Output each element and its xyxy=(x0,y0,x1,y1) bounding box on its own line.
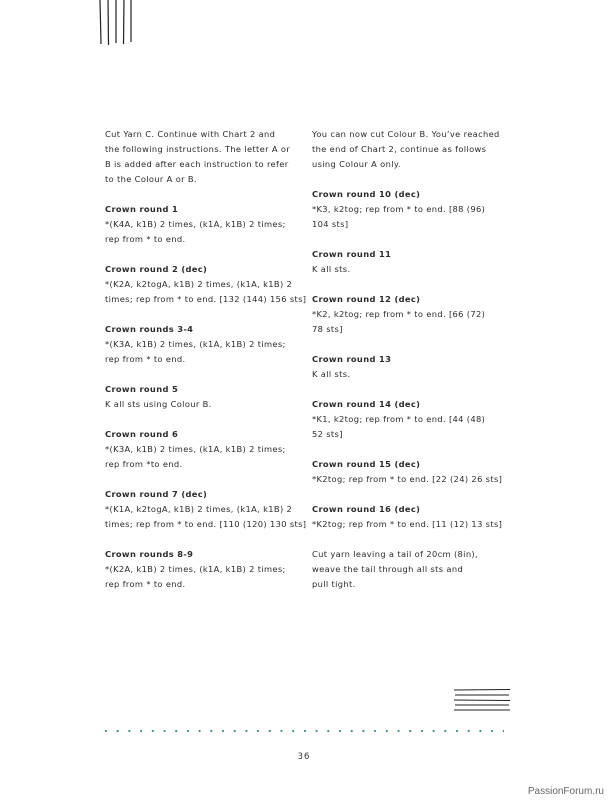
instruction-block xyxy=(312,187,504,232)
instruction-block xyxy=(105,262,307,307)
divider-dot xyxy=(128,730,130,732)
divider-dot xyxy=(152,730,154,732)
section-heading: Crown round 11 xyxy=(312,249,392,259)
instruction-block xyxy=(105,322,290,367)
instruction-block xyxy=(105,382,290,412)
divider-dot xyxy=(444,730,446,732)
instruction-text: weave the tail through all sts and xyxy=(312,564,464,574)
instruction-block xyxy=(312,127,504,172)
instruction-text: B is added after each instruction to refer xyxy=(105,159,289,169)
instruction-text: *K2tog; rep from * to end. [11 (12) 13 sts] xyxy=(312,519,503,529)
divider-dot xyxy=(163,730,165,732)
instruction-text: You can now cut Colour B. You’ve reached xyxy=(312,129,500,139)
divider-dot xyxy=(386,730,388,732)
divider-dot xyxy=(292,730,294,732)
instruction-text: *K1, k2tog; rep from * to end. [44 (48) xyxy=(312,414,486,424)
divider-dot xyxy=(245,730,247,732)
instruction-block xyxy=(105,547,290,592)
horizontal-lines-decoration xyxy=(454,688,510,712)
divider-dot xyxy=(421,730,423,732)
watermark: PassionForum.ru xyxy=(527,786,604,797)
divider-dot xyxy=(234,730,236,732)
divider-dot xyxy=(351,730,353,732)
section-heading: Crown round 6 xyxy=(105,429,179,439)
right-column xyxy=(312,127,504,607)
instruction-text: K all sts. xyxy=(312,264,351,274)
divider-dot xyxy=(210,730,212,732)
divider-dot xyxy=(479,730,481,732)
divider-dot xyxy=(397,730,399,732)
instruction-text: *K2, k2tog; rep from * to end. [66 (72) xyxy=(312,309,486,319)
instruction-text: rep from * to end. xyxy=(105,234,186,244)
instruction-text: Cut yarn leaving a tail of 20cm (8in), xyxy=(312,549,479,559)
instruction-text: *(K3A, k1B) 2 times, (k1A, k1B) 2 times; xyxy=(105,339,286,349)
instruction-text: rep from * to end. xyxy=(105,354,186,364)
instruction-text: times; rep from * to end. [110 (120) 130 sts] xyxy=(105,519,307,529)
instruction-block xyxy=(105,427,290,472)
instruction-text: *(K2A, k2togA, k1B) 2 times, (k1A, k1B) 2 xyxy=(105,279,293,289)
instruction-block xyxy=(105,487,307,532)
instruction-text: the end of Chart 2, continue as follows xyxy=(312,144,487,154)
divider-dot xyxy=(304,730,306,732)
divider-dot xyxy=(468,730,470,732)
instruction-text: 52 sts] xyxy=(312,429,343,439)
instruction-block xyxy=(312,457,504,487)
divider-dot xyxy=(433,730,435,732)
divider-dot xyxy=(491,730,493,732)
section-heading: Crown round 1 xyxy=(105,204,179,214)
section-heading: Crown round 14 (dec) xyxy=(312,399,421,409)
section-heading: Crown round 10 (dec) xyxy=(312,189,421,199)
divider-dot xyxy=(222,730,224,732)
instruction-text: Cut Yarn C. Continue with Chart 2 and xyxy=(105,129,276,139)
instruction-text: *(K1A, k2togA, k1B) 2 times, (k1A, k1B) 2 xyxy=(105,504,293,514)
divider-dot xyxy=(339,730,341,732)
divider-dot xyxy=(140,730,142,732)
instruction-text: *K3, k2tog; rep from * to end. [88 (96) xyxy=(312,204,486,214)
instruction-text: 104 sts] xyxy=(312,219,349,229)
instruction-text: pull tight. xyxy=(312,579,356,589)
dotted-divider xyxy=(104,729,504,733)
divider-dot xyxy=(269,730,271,732)
divider-dot xyxy=(117,730,119,732)
divider-dot xyxy=(409,730,411,732)
divider-dot xyxy=(175,730,177,732)
divider-dot xyxy=(327,730,329,732)
section-heading: Crown round 2 (dec) xyxy=(105,264,208,274)
instruction-text: rep from *to end. xyxy=(105,459,183,469)
instruction-block xyxy=(312,352,504,382)
section-heading: Crown round 13 xyxy=(312,354,392,364)
instruction-text: *(K4A, k1B) 2 times, (k1A, k1B) 2 times; xyxy=(105,219,286,229)
instruction-text: *(K2A, k1B) 2 times, (k1A, k1B) 2 times; xyxy=(105,564,286,574)
left-column xyxy=(105,127,307,607)
instruction-text: to the Colour A or B. xyxy=(105,174,197,184)
instruction-block xyxy=(312,247,504,277)
section-heading: Crown rounds 3-4 xyxy=(105,324,194,334)
instruction-text: K all sts using Colour B. xyxy=(105,399,212,409)
divider-dot xyxy=(374,730,376,732)
section-heading: Crown round 16 (dec) xyxy=(312,504,421,514)
divider-dot xyxy=(316,730,318,732)
page-number: 36 xyxy=(297,752,311,762)
section-heading: Crown round 5 xyxy=(105,384,179,394)
instruction-text: using Colour A only. xyxy=(312,159,401,169)
divider-dot xyxy=(187,730,189,732)
divider-dot xyxy=(105,730,107,732)
instruction-block xyxy=(105,202,290,247)
section-heading: Crown round 15 (dec) xyxy=(312,459,421,469)
instruction-text: 78 sts] xyxy=(312,324,343,334)
divider-dot xyxy=(257,730,259,732)
vertical-lines-decoration xyxy=(98,0,138,46)
section-heading: Crown rounds 8-9 xyxy=(105,549,194,559)
divider-dot xyxy=(362,730,364,732)
instruction-block xyxy=(312,292,504,337)
instruction-text: K all sts. xyxy=(312,369,351,379)
instruction-text: rep from * to end. xyxy=(105,579,186,589)
instruction-text: *K2tog; rep from * to end. [22 (24) 26 sts] xyxy=(312,474,503,484)
instruction-block xyxy=(105,127,290,187)
divider-dot xyxy=(503,730,504,732)
instruction-text: *(K3A, k1B) 2 times, (k1A, k1B) 2 times; xyxy=(105,444,286,454)
instruction-block xyxy=(312,397,504,442)
section-heading: Crown round 12 (dec) xyxy=(312,294,421,304)
instruction-text: the following instructions. The letter A or xyxy=(105,144,291,154)
divider-dot xyxy=(199,730,201,732)
divider-dot xyxy=(456,730,458,732)
divider-dot xyxy=(280,730,282,732)
instruction-text: times; rep from * to end. [132 (144) 156 sts] xyxy=(105,294,307,304)
section-heading: Crown round 7 (dec) xyxy=(105,489,208,499)
instruction-block xyxy=(312,547,504,592)
instruction-block xyxy=(312,502,504,532)
